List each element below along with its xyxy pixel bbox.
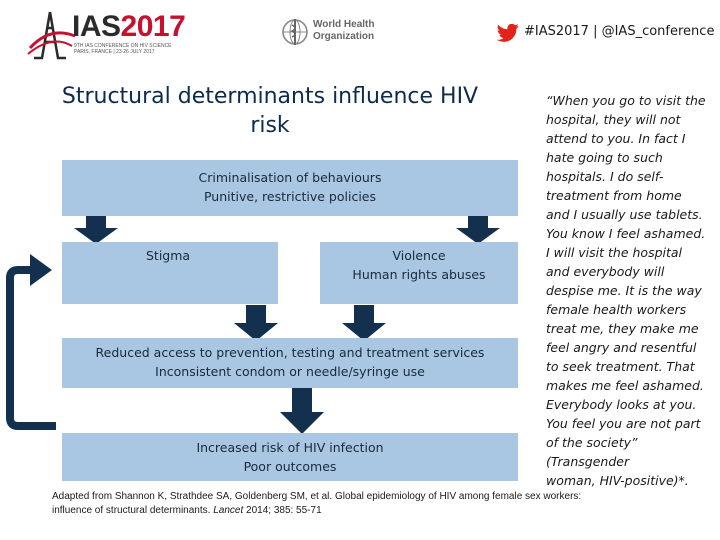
quote-line: treatment from home [546,188,682,203]
arrow-down-3 [234,305,278,341]
quote-line: feel angry and resentful [546,340,697,355]
quote-line: I will visit the hospital [546,245,683,260]
box5-line1: Increased risk of HIV infection [196,440,384,455]
quote-line: woman, HIV-positive)*. [546,473,689,488]
quote-line: hospitals. I do self- [546,169,664,184]
box-reduced-access [62,338,518,388]
testimony-quote [546,91,718,490]
who-line1: World Health [313,19,375,30]
arrow-down-5 [280,388,324,434]
quote-line: Everybody looks at you. [546,397,697,412]
arrow-down-2 [456,216,500,244]
quote-line: You know I feel ashamed. [546,226,706,241]
who-line2: Organization [313,31,375,42]
quote-line: (Transgender [546,454,630,469]
box-criminalisation [62,160,518,216]
box4-line1: Reduced access to prevention, testing and treatment services [95,345,485,360]
quote-line: of the society” [546,435,638,450]
quote-line: “When you go to visit the [546,93,706,108]
quote-line: to seek treatment. That [546,359,695,374]
box-stigma [62,242,278,304]
ias-logo-wordmark: IAS2017 [72,10,186,43]
quote-line: hate going to such [546,150,663,165]
quote-line: despise me. It is the way [546,283,702,298]
feedback-loop-arrow [0,230,60,430]
box3-line1: Violence [392,248,446,263]
box2-line1: Stigma [146,248,191,263]
who-emblem-icon [280,17,310,47]
box5-line2: Poor outcomes [243,459,337,474]
box4-line2: Inconsistent condom or needle/syringe use [155,364,425,379]
reference-journal: Lancet [213,505,244,516]
ias-logo-subtitle: 9TH IAS CONFERENCE ON HIV SCIENCE PARIS, FRANCE | 23-26 JULY 2017 [74,43,172,55]
quote-line: attend to you. In fact I [546,131,686,146]
box-increased-risk [62,433,518,481]
arrow-down-4 [342,305,386,341]
quote-line: You feel you are not part [546,416,701,431]
who-logo-text [313,19,374,43]
reference-volume: 2014; 385: 55-71 [246,505,322,516]
box1-line2: Punitive, restrictive policies [203,189,376,204]
slide-title [30,82,510,140]
quote-line: and everybody will [546,264,665,279]
box-violence [320,242,518,304]
reference-citation [52,490,612,518]
reference-text: Adapted from Shannon K, Strathdee SA, Goldenberg SM, et al. Global epidemiology of HIV among female sex workers: influence of structural determinants. [52,491,582,516]
quote-line: female health workers [546,302,687,317]
box3-line2: Human rights abuses [352,267,486,282]
quote-line: makes me feel ashamed. [546,378,704,393]
quote-line: treat me, they make me [546,321,699,336]
title-line1: Structural determinants influence HIV [61,84,479,109]
quote-line: hospital, they will not [546,112,681,127]
conference-hashtag: #IAS2017 | @IAS_conference [524,24,715,39]
quote-line: and I usually use tablets. [546,207,703,222]
title-line2: risk [250,113,290,138]
arrow-down-1 [74,216,118,244]
box1-line1: Criminalisation of behaviours [198,170,382,185]
twitter-bird-icon [496,24,520,42]
